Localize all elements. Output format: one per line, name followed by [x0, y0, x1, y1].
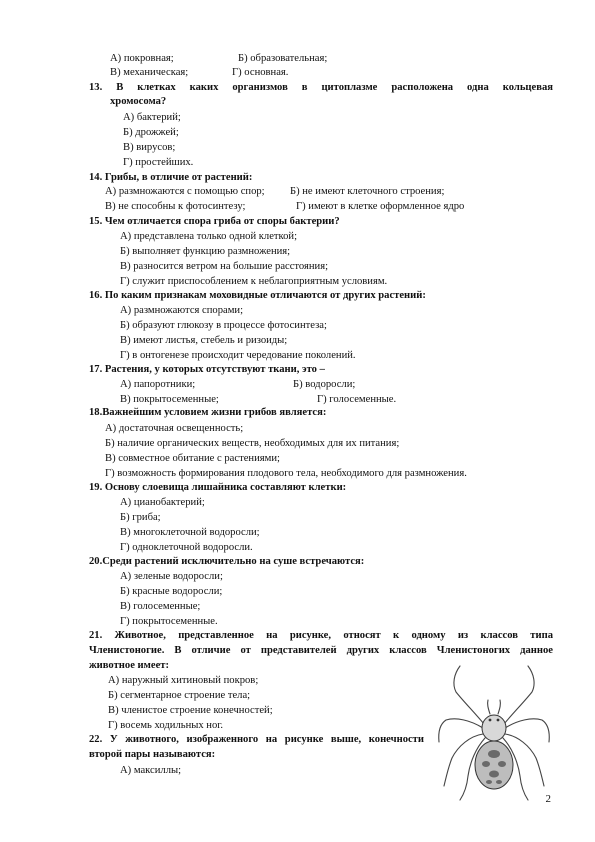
option-b: Б) выполняет функцию размножения;	[120, 246, 291, 257]
option-g: Г) восемь ходильных ног.	[108, 720, 224, 731]
option-g: Г) покрытосеменные.	[120, 616, 218, 627]
option-v: В) голосеменные;	[120, 601, 201, 612]
question-16: 16. По каким признакам моховидные отличаются от других растений:	[89, 290, 426, 301]
option-v: В) разносится ветром на большие расстояния;	[120, 261, 329, 272]
option-a: А) цианобактерий;	[120, 497, 205, 508]
option-b: Б) гриба;	[120, 512, 161, 523]
question-22: 22. У животного, изображенного на рисунке выше, конечности	[89, 734, 424, 745]
question-15: 15. Чем отличается спора гриба от споры бактерии?	[89, 216, 340, 227]
option-a: А) наружный хитиновый покров;	[108, 675, 259, 686]
option-a: А) бактерий;	[123, 112, 181, 123]
question-20: 20.Среди растений исключительно на суше встречаются:	[89, 556, 365, 567]
option-v: В) вирусов;	[123, 142, 176, 153]
question-14: 14. Грибы, в отличие от растений:	[89, 172, 253, 183]
option-v: В) совместное обитание с растениями;	[105, 453, 280, 464]
option-a: А) максиллы;	[120, 765, 182, 776]
question-19: 19. Основу слоевища лишайника составляют клетки:	[89, 482, 347, 493]
option-b: Б) не имеют клеточного строения;	[290, 186, 445, 197]
option-b: Б) образуют глюкозу в процессе фотосинтеза;	[120, 320, 327, 331]
option-g: Г) возможность формирования плодового тела, необходимого для размножения.	[105, 468, 467, 479]
option-a: А) размножаются с помощью спор;	[105, 186, 265, 197]
page-number: 2	[545, 793, 551, 805]
option-v: В) покрытосеменные;	[120, 394, 219, 405]
question-21: 21. Животное, представленное на рисунке, относят к одному из классов типа	[89, 630, 553, 641]
option-b: Б) красные водоросли;	[120, 586, 223, 597]
option-g: Г) в онтогенезе происходит чередование поколений.	[120, 350, 356, 361]
option-a: А) покровная;	[110, 53, 174, 64]
option-a: А) достаточная освещенность;	[105, 423, 244, 434]
question-13: 13. В клетках каких организмов в цитоплазме расположена одна кольцевая	[89, 82, 553, 93]
option-a: А) размножаются спорами;	[120, 305, 244, 316]
question-18: 18.Важнейшим условием жизни грибов является:	[89, 407, 327, 418]
option-b: Б) дрожжей;	[123, 127, 179, 138]
option-b: Б) водоросли;	[293, 379, 356, 390]
option-b: Б) образовательная;	[238, 53, 328, 64]
option-g: Г) голосеменные.	[317, 394, 397, 405]
option-b: Б) сегментарное строение тела;	[108, 690, 251, 701]
option-g: Г) основная.	[232, 67, 289, 78]
question-17: 17. Растения, у которых отсутствуют ткани, это –	[89, 364, 325, 375]
option-g: Г) служит приспособлением к неблагоприятным условиям.	[120, 276, 388, 287]
question-22-cont: второй пары называются:	[89, 749, 216, 760]
question-13-cont: хромосома?	[110, 96, 167, 107]
option-g: Г) одноклеточной водоросли.	[120, 542, 253, 553]
option-a: А) представлена только одной клеткой;	[120, 231, 298, 242]
option-a: А) папоротники;	[120, 379, 196, 390]
question-21-cont: животное имеет:	[89, 660, 170, 671]
question-21-cont: Членистоногие. В отличие от представителей других классов Членистоногих данное	[89, 645, 553, 656]
option-v: В) не способны к фотосинтезу;	[105, 201, 246, 212]
option-v: В) имеют листья, стебель и ризоиды;	[120, 335, 288, 346]
option-a: А) зеленые водоросли;	[120, 571, 223, 582]
option-v: В) механическая;	[110, 67, 189, 78]
option-g: Г) имеют в клетке оформленное ядро	[296, 201, 465, 212]
option-b: Б) наличие органических веществ, необходимых для их питания;	[105, 438, 400, 449]
option-v: В) многоклеточной водоросли;	[120, 527, 260, 538]
option-v: В) членистое строение конечностей;	[108, 705, 273, 716]
spider-illustration	[434, 662, 554, 820]
option-g: Г) простейших.	[123, 157, 194, 168]
